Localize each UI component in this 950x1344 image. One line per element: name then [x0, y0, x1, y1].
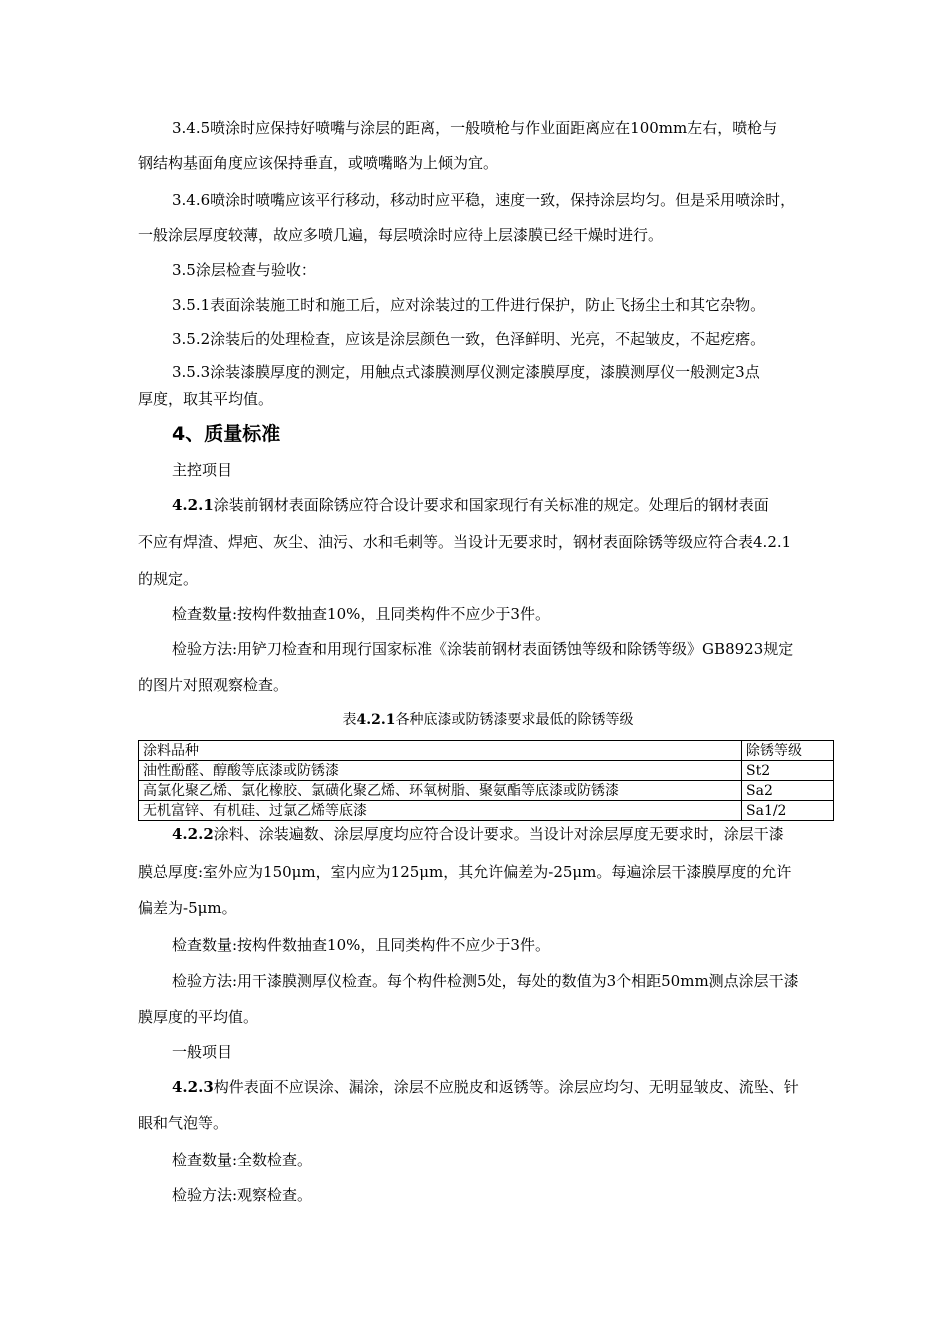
- item-4-2-1-method-line2: 的图片对照观察检查。: [138, 676, 289, 694]
- table-cell-grade: Sa2: [742, 781, 834, 801]
- para-3-5: 3.5涂层检查与验收：: [172, 261, 316, 279]
- table-header-grade: 除锈等级: [742, 741, 834, 761]
- item-4-2-1-number: 4.2.1: [172, 496, 214, 514]
- item-4-2-2-number: 4.2.2: [172, 825, 214, 843]
- table-header-coating: 涂料品种: [139, 741, 742, 761]
- item-4-2-1-line1: [172, 495, 838, 515]
- para-3-5-1: 3.5.1表面涂装施工时和施工后，应对涂装过的工件进行保护，防止飞扬尘土和其它杂物。: [172, 296, 766, 314]
- main-items-label: 主控项目: [172, 461, 233, 479]
- table-caption-prefix: 表: [342, 712, 357, 728]
- table-cell-coating: 高氯化聚乙烯、氯化橡胶、氯磺化聚乙烯、环氧树脂、聚氨酯等底漆或防锈漆: [139, 781, 742, 801]
- item-4-2-2-line2: 膜总厚度:室外应为150μm，室内应为125μm，其允许偏差为-25μm。每遍涂层干漆膜厚度的允许: [138, 863, 792, 881]
- derusting-grade-table: [138, 740, 834, 821]
- item-4-2-2-line1: [172, 824, 838, 844]
- item-4-2-1-line3: 的规定。: [138, 570, 199, 588]
- para-3-4-6-line2: 一般涂层厚度较薄，故应多喷几遍，每层喷涂时应待上层漆膜已经干燥时进行。: [138, 226, 664, 244]
- item-4-2-3-method: 检验方法:观察检查。: [172, 1186, 313, 1204]
- section-heading-4: 4、质量标准: [172, 423, 281, 445]
- table-row: [139, 761, 834, 781]
- item-4-2-1-method-line1: 检验方法:用铲刀检查和用现行国家标准《涂装前钢材表面锈蚀等级和除锈等级》GB8923规定: [172, 640, 794, 658]
- table-cell-coating: 无机富锌、有机硅、过氯乙烯等底漆: [139, 801, 742, 821]
- table-header-row: [139, 741, 834, 761]
- item-4-2-3-line1: [172, 1077, 838, 1097]
- table-caption-text: 各种底漆或防锈漆要求最低的除锈等级: [395, 712, 634, 728]
- item-4-2-3-line2: 眼和气泡等。: [138, 1114, 229, 1132]
- item-4-2-1-line2: 不应有焊渣、焊疤、灰尘、油污、水和毛刺等。当设计无要求时，钢材表面除锈等级应符合表4.2.1: [138, 533, 792, 551]
- item-4-2-3-check-qty: 检查数量:全数检查。: [172, 1151, 313, 1169]
- para-3-5-3-line1: 3.5.3涂装漆膜厚度的测定，用触点式漆膜测厚仪测定漆膜厚度，漆膜测厚仪一般测定3点: [172, 363, 760, 381]
- item-4-2-2-method-line1: 检验方法:用干漆膜测厚仪检查。每个构件检测5处，每处的数值为3个相距50mm测点涂层干漆: [172, 972, 799, 990]
- item-4-2-2-line3: 偏差为-5μm。: [138, 899, 237, 917]
- item-4-2-1-line1-text: 涂装前钢材表面除锈应符合设计要求和国家现行有关标准的规定。处理后的钢材表面: [213, 496, 769, 514]
- para-3-5-2: 3.5.2涂装后的处理检查，应该是涂层颜色一致，色泽鲜明、光亮，不起皱皮，不起疙瘩。: [172, 330, 766, 348]
- table-cell-coating: 油性酚醛、醇酸等底漆或防锈漆: [139, 761, 742, 781]
- item-4-2-2-line1-text: 涂料、涂装遍数、涂层厚度均应符合设计要求。当设计对涂层厚度无要求时，涂层干漆: [213, 825, 784, 843]
- para-3-4-5-line2: 钢结构基面角度应该保持垂直，或喷嘴略为上倾为宜。: [138, 154, 499, 172]
- table-caption-number: 4.2.1: [356, 712, 396, 728]
- table-row: [139, 801, 834, 821]
- item-4-2-3-number: 4.2.3: [172, 1078, 214, 1096]
- para-3-5-3-line2: 厚度，取其平均值。: [138, 390, 274, 408]
- table-cell-grade: St2: [742, 761, 834, 781]
- general-items-label: 一般项目: [172, 1043, 233, 1061]
- item-4-2-3-line1-text: 构件表面不应误涂、漏涂，涂层不应脱皮和返锈等。涂层应均匀、无明显皱皮、流坠、针: [213, 1078, 799, 1096]
- para-3-4-6-line1: 3.4.6喷涂时喷嘴应该平行移动，移动时应平稳，速度一致，保持涂层均匀。但是采用喷涂时，: [172, 191, 796, 209]
- table-row: [139, 781, 834, 801]
- item-4-2-2-check-qty: 检查数量:按构件数抽查10%，且同类构件不应少于3件。: [172, 936, 550, 954]
- item-4-2-2-method-line2: 膜厚度的平均值。: [138, 1008, 259, 1026]
- table-cell-grade: Sa1/2: [742, 801, 834, 821]
- para-3-4-5-line1: 3.4.5喷涂时应保持好喷嘴与涂层的距离，一般喷枪与作业面距离应在100mm左右，喷枪与: [172, 119, 778, 137]
- item-4-2-1-check-qty: 检查数量:按构件数抽查10%，且同类构件不应少于3件。: [172, 605, 550, 623]
- table-caption: [138, 710, 838, 730]
